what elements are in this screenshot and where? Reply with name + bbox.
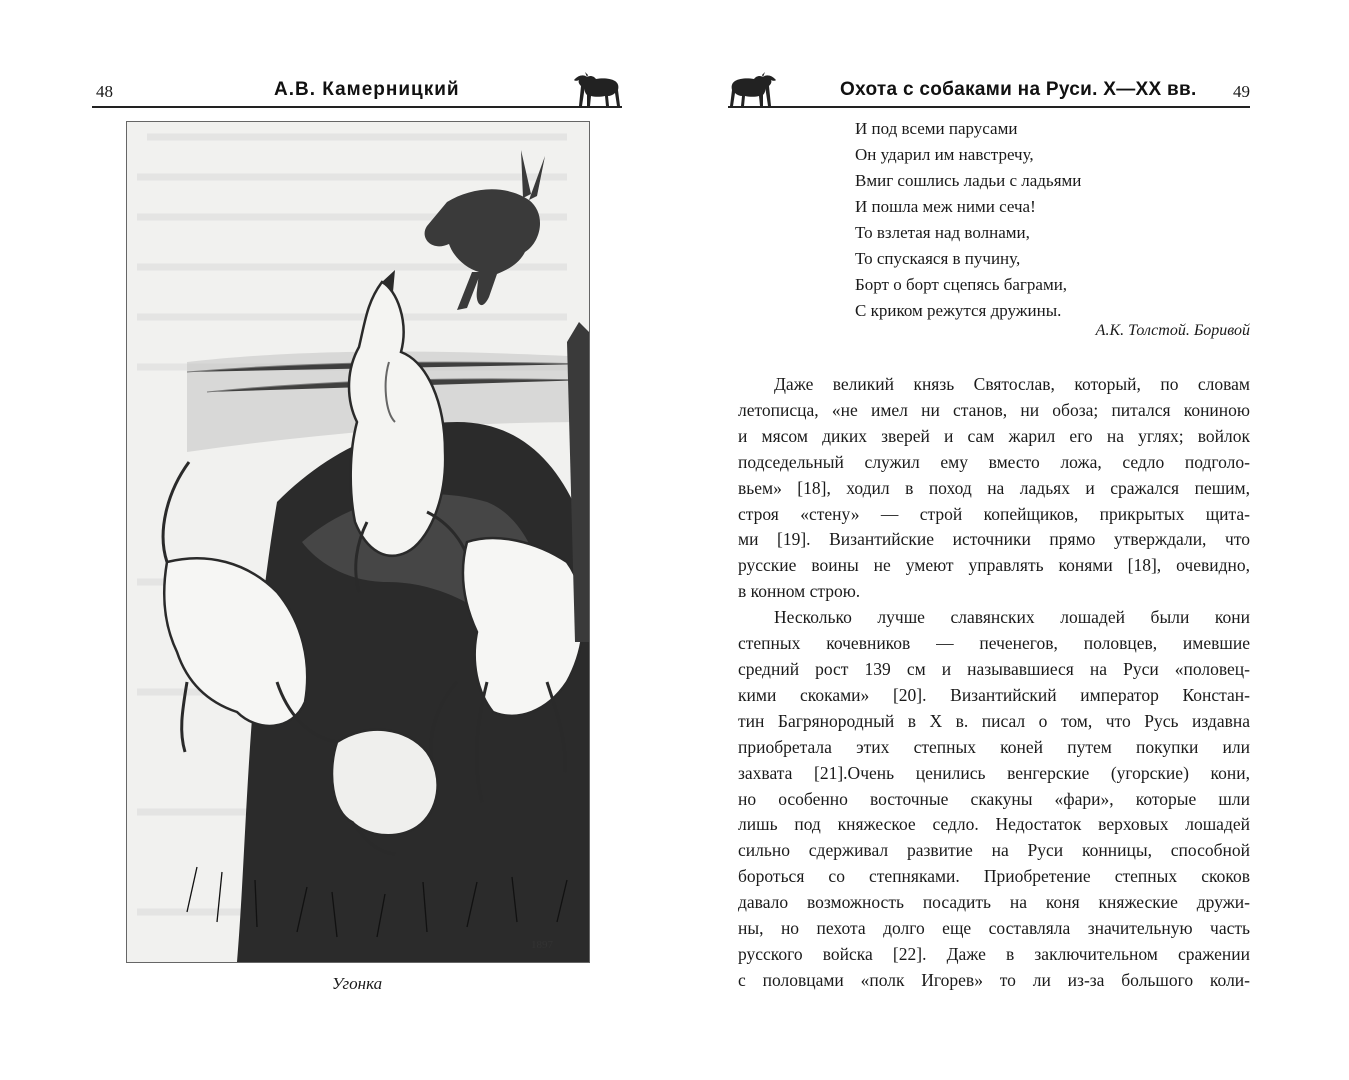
text-line: и мясом диких зверей и сам жарил его на углях; войлок (738, 425, 1250, 446)
running-head-book-title: Охота с собаками на Руси. X—XX вв. (840, 79, 1197, 100)
text-line: с половцами «полк Игорев» то ли из-за большого коли- (738, 969, 1250, 990)
poem-line: С криком режутся дружины. (855, 301, 1062, 320)
right-page (676, 0, 1349, 1080)
poem-line: Вмиг сошлись ладьи с ладьями (855, 171, 1082, 190)
text-line: лишь под княжеское седло. Недостаток верховых лошадей (738, 814, 1250, 835)
text-line: бороться со степняками. Приобретение степных скоков (738, 866, 1250, 887)
paragraph-1 (738, 372, 1250, 605)
hunting-illustration (126, 121, 590, 963)
left-page (0, 0, 672, 1080)
illustration-signature: 1897 (531, 939, 553, 951)
text-line: подседельный служил ему вместо ложа, седло подголо- (738, 451, 1250, 472)
poem-line: То спускаяся в пучину, (855, 249, 1021, 268)
poem-line: Борт о борт сцепясь баграми, (855, 275, 1068, 294)
page-number-right: 49 (1233, 82, 1250, 101)
text-line: ны, но пехота долго еще составляла значительную часть (738, 918, 1250, 939)
text-line: сильно сдерживал развитие на Руси конницы, способной (738, 840, 1250, 861)
poem-line: То взлетая над волнами, (855, 223, 1030, 242)
poem-line: Он ударил им навстречу, (855, 145, 1034, 164)
borzoi-dog-icon (570, 66, 622, 108)
text-line: летописца, «не имел ни станов, ни обоза; питался кониною (738, 399, 1250, 420)
running-head-right (728, 60, 1250, 108)
poem-attribution: А.К. Толстой. Боривой (1095, 322, 1250, 339)
borzoi-hunt-engraving (127, 122, 589, 962)
text-line: захвата [21].Очень ценились венгерские (угорские) кони, (738, 762, 1250, 783)
text-line: кими скоками» [20]. Византийский император Констан- (738, 684, 1250, 705)
text-line: тин Багрянородный в X в. писал о том, что Русь издавна (738, 710, 1250, 731)
text-line: Даже великий князь Святослав, который, по словам (774, 374, 1250, 394)
figure-caption: Угонка (331, 974, 383, 993)
poem-line: И под всеми парусами (855, 119, 1018, 138)
text-line: Несколько лучше славянских лошадей были кони (774, 607, 1250, 628)
text-line: средний рост 139 см и называвшиеся на Руси «половец- (738, 658, 1250, 679)
text-line: в конном строю. (738, 581, 861, 602)
paragraph-2 (738, 605, 1250, 994)
text-line: русского войска [22]. Даже в заключительном сражении (738, 943, 1250, 964)
borzoi-dog-icon (728, 66, 780, 108)
running-head-left (92, 60, 622, 108)
text-line: строя «стену» — строй копейщиков, прикрытых щита- (738, 503, 1250, 524)
page-number-left: 48 (96, 82, 113, 101)
poem-line: И пошла меж ними сеча! (855, 197, 1036, 216)
text-line: давало возможность посадить на коня княжеские дружи- (738, 892, 1250, 913)
text-line: но особенно восточные скакуны «фари», которые шли (738, 788, 1250, 809)
running-head-author: А.В. Камерницкий (274, 79, 460, 100)
poem-epigraph (855, 116, 1081, 324)
text-line: ми [19]. Византийские источники прямо утверждали, что (738, 529, 1250, 550)
body-text (738, 372, 1250, 994)
text-line: приобретала этих степных коней путем покупки или (738, 736, 1250, 757)
text-line: степных кочевников — печенегов, половцев, имевшие (738, 633, 1250, 654)
text-line: русские воины не умеют управлять конями [18], очевидно, (738, 555, 1250, 576)
text-line: вьем» [18], ходил в поход на ладьях и сражался пешим, (738, 477, 1250, 498)
